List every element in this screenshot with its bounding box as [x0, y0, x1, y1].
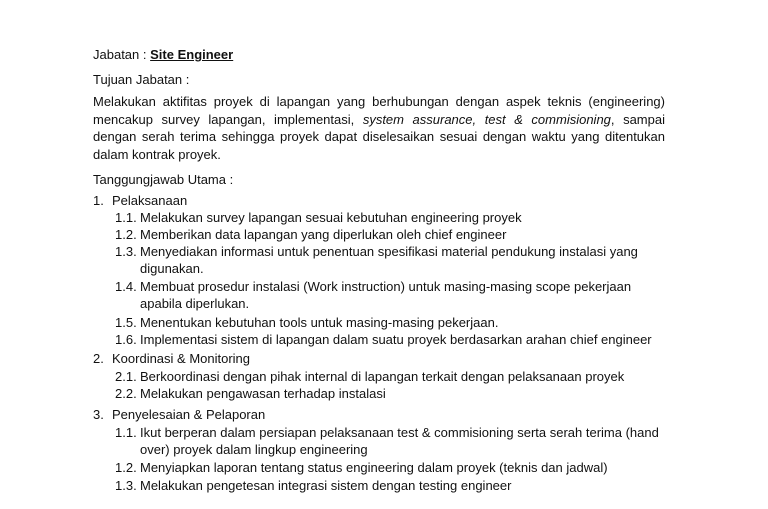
- item-text: Berkoordinasi dengan pihak internal di lapangan terkait dengan pelaksanaan proyek: [140, 369, 625, 384]
- item-number: 1.2.: [115, 460, 137, 475]
- job-title-value: Site Engineer: [150, 47, 234, 62]
- item-number: 2.1.: [115, 369, 137, 384]
- item-number: 1.1.: [115, 425, 137, 440]
- purpose-text-italic: system assurance, test & commisioning: [362, 111, 611, 127]
- section-heading: [93, 192, 187, 209]
- item-number: 1.5.: [115, 315, 137, 330]
- item-text: Membuat prosedur instalasi (Work instruction) untuk masing-masing scope pekerjaan apabila diperlukan.: [140, 279, 632, 311]
- item-text: Menyiapkan laporan tentang status engineering dalam proyek (teknis dan jadwal): [140, 460, 608, 475]
- item-text: Menyediakan informasi untuk penentuan spesifikasi material pendukung instalasi yang digunakan.: [140, 244, 638, 276]
- item-number: 1.4.: [115, 279, 137, 294]
- item-text: Ikut berperan dalam persiapan pelaksanaan test & commisioning serta serah terima (hand over) proyek dalam lingkup engineering: [140, 425, 659, 457]
- list-item: [115, 424, 675, 458]
- section-title: Pelaksanaan: [112, 193, 188, 208]
- section-title: Koordinasi & Monitoring: [112, 351, 251, 366]
- purpose-heading: Tujuan Jabatan :: [93, 72, 190, 87]
- section-title: Penyelesaian & Pelaporan: [112, 407, 266, 422]
- list-item: [115, 459, 675, 476]
- list-item: [115, 209, 675, 226]
- purpose-paragraph: [93, 93, 665, 163]
- list-item: [115, 226, 675, 243]
- section-heading: [93, 406, 265, 423]
- item-number: 1.2.: [115, 227, 137, 242]
- section-number: 2.: [93, 351, 104, 366]
- item-number: 2.2.: [115, 386, 137, 401]
- purpose-text-1: Melakukan aktifitas proyek di lapangan yang berhubungan dengan aspek teknis (engineering) mencakup survey lapangan, implementasi,: [93, 94, 665, 127]
- section-number: 3.: [93, 407, 104, 422]
- item-text: Menentukan kebutuhan tools untuk masing-masing pekerjaan.: [140, 315, 499, 330]
- list-item: [115, 243, 675, 277]
- item-text: Memberikan data lapangan yang diperlukan oleh chief engineer: [140, 227, 507, 242]
- job-title-line: [93, 46, 233, 63]
- item-number: 1.3.: [115, 478, 137, 493]
- item-text: Melakukan pengetesan integrasi sistem dengan testing engineer: [140, 478, 512, 493]
- list-item: [115, 385, 675, 402]
- responsibilities-heading: Tanggungjawab Utama :: [93, 172, 234, 187]
- item-text: Melakukan pengawasan terhadap instalasi: [140, 386, 386, 401]
- job-title-label: Jabatan :: [93, 47, 147, 62]
- section-number: 1.: [93, 193, 104, 208]
- list-item: [115, 314, 675, 331]
- list-item: [115, 331, 675, 348]
- item-number: 1.6.: [115, 332, 137, 347]
- item-number: 1.3.: [115, 244, 137, 259]
- list-item: [115, 477, 675, 494]
- list-item: [115, 278, 675, 312]
- section-heading: [93, 350, 250, 367]
- item-number: 1.1.: [115, 210, 137, 225]
- purpose-text-2: , sampai dengan serah terima sehingga proyek dapat diselesaikan sesuai dengan waktu yang ditentukan dalam kontrak proyek.: [93, 111, 665, 162]
- list-item: [115, 368, 675, 385]
- item-text: Melakukan survey lapangan sesuai kebutuhan engineering proyek: [140, 210, 522, 225]
- item-text: Implementasi sistem di lapangan dalam suatu proyek berdasarkan arahan chief engineer: [140, 332, 652, 347]
